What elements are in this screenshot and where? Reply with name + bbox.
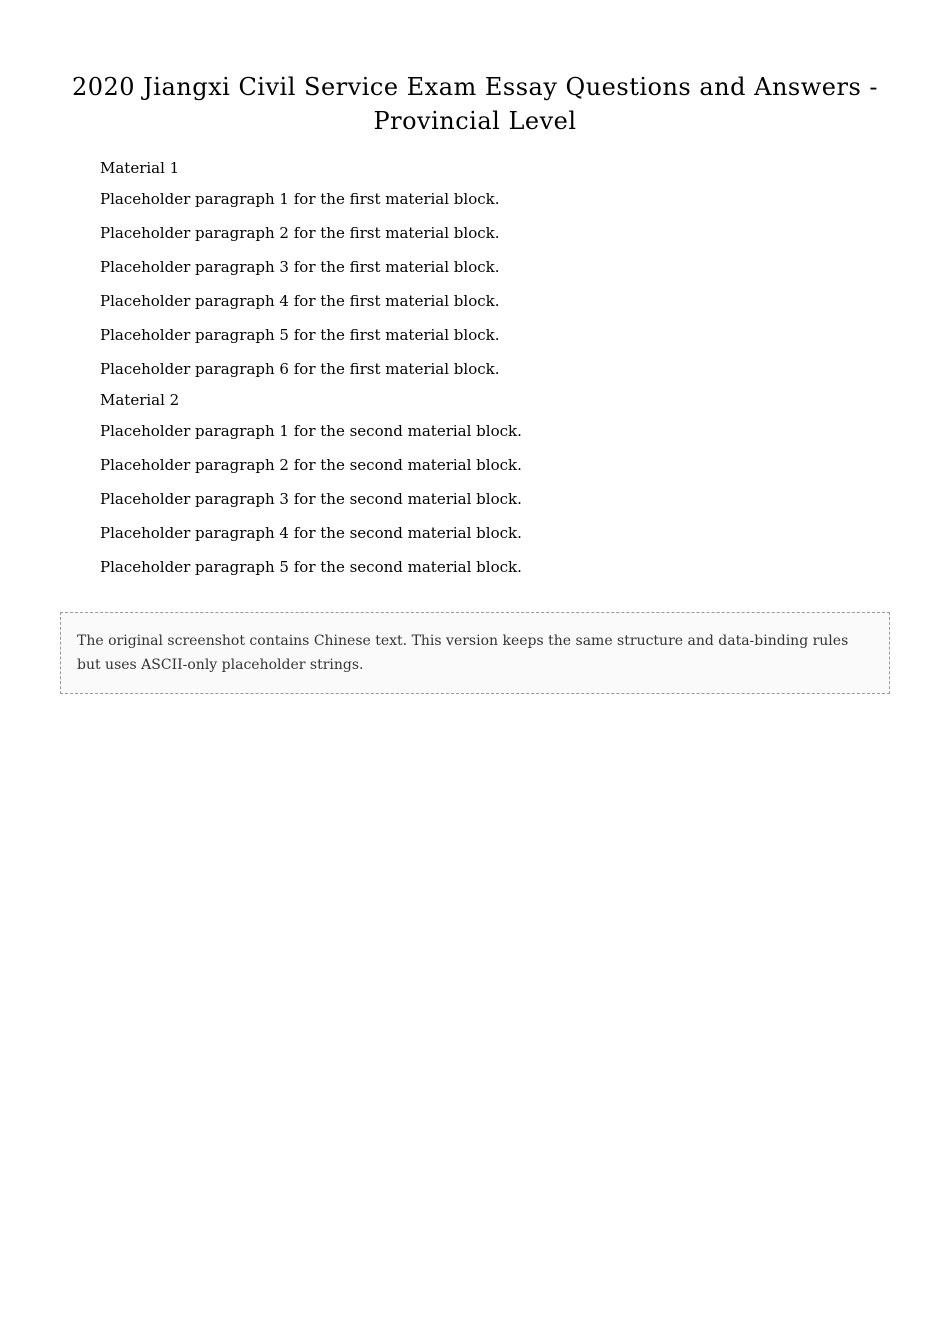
- material-one-paragraph-4: Placeholder paragraph 4 for the first material block.: [100, 292, 500, 310]
- material-two-label: Material 2: [100, 391, 180, 409]
- material-two-paragraph-5: Placeholder paragraph 5 for the second material block.: [100, 558, 522, 576]
- material-one-paragraph-1: Placeholder paragraph 1 for the first material block.: [100, 190, 500, 208]
- material-two-paragraph-4: Placeholder paragraph 4 for the second material block.: [100, 524, 522, 542]
- material-one-section: [60, 154, 890, 386]
- material-two-paragraph-2: Placeholder paragraph 2 for the second material block.: [100, 456, 522, 474]
- material-one-paragraph-3: Placeholder paragraph 3 for the first material block.: [100, 258, 500, 276]
- material-one-label: Material 1: [100, 159, 180, 177]
- document-title: 2020 Jiangxi Civil Service Exam Essay Questions and Answers - Provincial Level: [71, 73, 879, 135]
- material-one-paragraph-5: Placeholder paragraph 5 for the first material block.: [100, 326, 500, 344]
- document-page: [60, 70, 890, 1320]
- ascii-placeholder-note: The original screenshot contains Chinese text. This version keeps the same structure and data-binding rules but uses ASCII-only placeholder strings.: [60, 612, 890, 694]
- material-two-paragraph-1: Placeholder paragraph 1 for the second material block.: [100, 422, 522, 440]
- material-two-section: [60, 386, 890, 584]
- material-one-paragraph-2: Placeholder paragraph 2 for the first material block.: [100, 224, 500, 242]
- material-one-paragraph-6: Placeholder paragraph 6 for the first material block.: [100, 360, 500, 378]
- material-two-paragraph-3: Placeholder paragraph 3 for the second material block.: [100, 490, 522, 508]
